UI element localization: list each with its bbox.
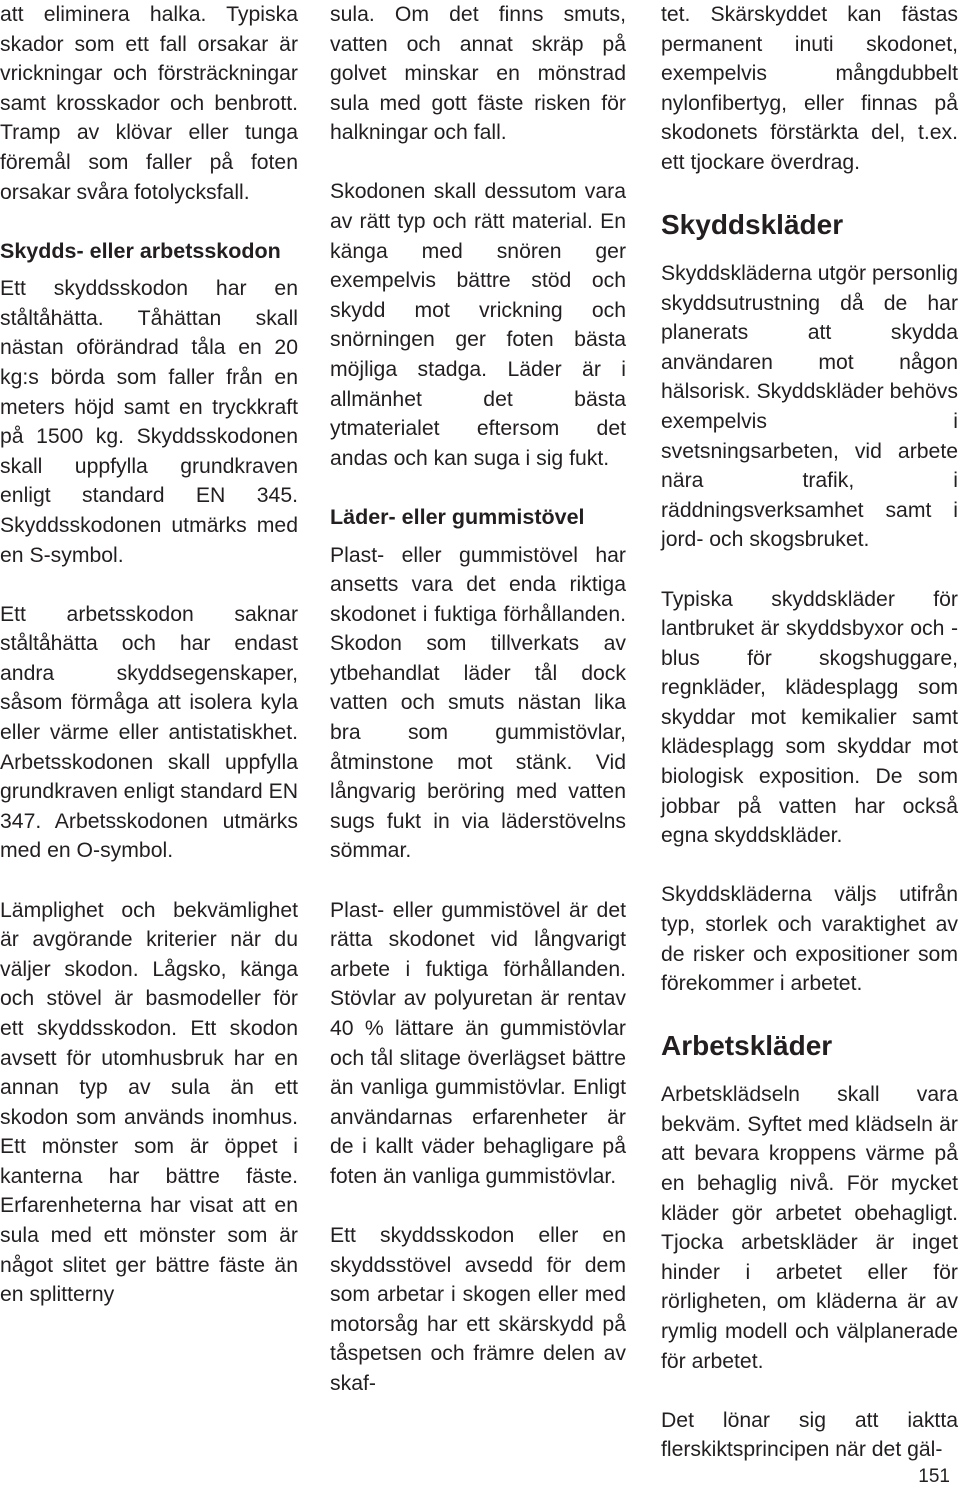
paragraph-fall-injuries: att eliminera halka. Typiska skador som ett fall orsakar är vrickningar och försträckningar samt krosskador och benbrott. Tramp av klövar eller tunga föremål som faller på foten orsakar svåra fotolycksfall. [0,3,298,204]
paragraph-forestry-boot: Ett skyddsskodon eller en skyddsstövel avsedd för dem som arbetar i skogen eller med motorsåg har ett skärskydd på tåspetsen och främre delen av skaf- [330,1223,626,1395]
paragraph-layering: Det lönar sig att iaktta flerskiktsprincipen när det gäl- [661,1408,958,1462]
paragraph-work-shoe: Ett arbetsskodon saknar ståltåhätta och har endast andra skyddsegenskaper, såsom förmåga att isolera kyla eller värme eller antistatiskhet. Arbetsskodonen skall uppfylla grundkraven enligt standard EN 347. Arbetsskodonen utmärks med en O-symbol. [0,602,298,863]
paragraph-protective-clothing: Skyddskläderna utgör personlig skyddsutrustning då de har planerats att skydda användaren mot någon hälsorisk. Skyddskläder behövs exempelvis i svetsningsarbeten, vid arbete nära trafik, i räddningsverksamhet samt i jord- och skogsbruket. [661,262,958,552]
paragraph-sole: sula. Om det finns smuts, vatten och annat skräp på golvet minskar en mönstrad sula med gott fäste risken för halkningar och fall. [330,3,626,145]
text-column-3 [661,0,958,1465]
paragraph-suitability: Lämplighet och bekvämlighet är avgörande kriterier när du väljer skodon. Lågsko, känga och stövel är basmodeller för ett skyddsskodon. Ett skodon avsett för utomhusbruk har en annan typ av sula än ett skodon som används inomhus. Ett mönster som är öppet i kanterna har bättre fäste. Erfarenheterna har visat att en sula med ett mönster som är något slitet ger bättre fäste än en splitterny [0,898,298,1307]
paragraph-agriculture-clothing: Typiska skyddskläder för lantbruket är skyddsbyxor och -blus för skogshuggare, regnkläder, klädesplagg som skyddar mot kemikalier samt klädesplagg som skyddar mot biologisk exposition. De som jobbar på vatten har också egna skyddskläder. [661,587,958,848]
paragraph-safety-shoe: Ett skyddsskodon har en ståltåhätta. Tåhättan skall nästan oförändrad tåla en 20 kg:s börda som faller från en meters höjd samt en tryckkraft på 1500 kg. Skyddsskodonen skall uppfylla grundkraven enligt standard EN 345. Skyddsskodonen utmärks med en S-symbol. [0,277,298,567]
paragraph-work-clothing: Arbetsklädseln skall vara bekväm. Syftet med klädseln är att bevara kroppens värme på en behaglig nivå. För mycket kläder gör arbetet obehagligt. Tjocka arbetskläder är inget hinder i arbetet eller för rörligheten, om kläderna är av rymlig modell och välplanerade för arbetet. [661,1083,958,1373]
page-number: 151 [918,1466,950,1487]
text-column-2 [330,0,626,1399]
heading-safety-or-work-shoes: Skydds- eller arbetsskodon [0,238,281,263]
paragraph-cut-protection: tet. Skärskyddet kan fästas permanent inuti skodonet, exempelvis mångdubbelt nylonfibertyg, eller finnas på skodonets förstärkta del, t.ex. ett tjockare överdrag. [661,3,958,174]
text-column-1 [0,0,298,1310]
paragraph-clothing-selection: Skyddskläderna väljs utifrån typ, storlek och varaktighet av de risker och expositioner som förekommer i arbetet. [661,883,958,996]
heading-leather-or-rubber-boot: Läder- eller gummistövel [330,504,585,529]
paragraph-rubber-boot-wet: Plast- eller gummistövel har ansetts vara det enda riktiga skodonet i fuktiga förhållanden. Skodon som tillverkats av ytbehandlat läder tål dock vatten och smuts nästan lika bra som gummistövlar, åtminstone mot stänk. Vid långvarig beröring med vatten sugs fukt in via läderstövelns sömmar. [330,543,626,863]
heading-work-clothing: Arbetskläder [661,1030,833,1062]
heading-protective-clothing: Skyddskläder [661,209,844,241]
paragraph-polyurethane: Plast- eller gummistövel är det rätta skodonet vid långvarigt arbete i fuktiga förhållanden. Stövlar av polyuretan är rentav 40 % lättare än gummistövlar och tål slitage överlägset bättre än vanliga gummistövlar. Enligt användarnas erfarenheter är de i kallt väder behagligare på foten än vanliga gummistövlar. [330,898,626,1188]
paragraph-material: Skodonen skall dessutom vara av rätt typ och rätt material. En känga med snören ger exempelvis bättre stöd och skydd mot vrickning och snörningen ger foten bästa möjliga stadga. Läder är i allmänhet det bästa ytmaterialet eftersom det andas och kan suga i sig fukt. [330,180,626,470]
